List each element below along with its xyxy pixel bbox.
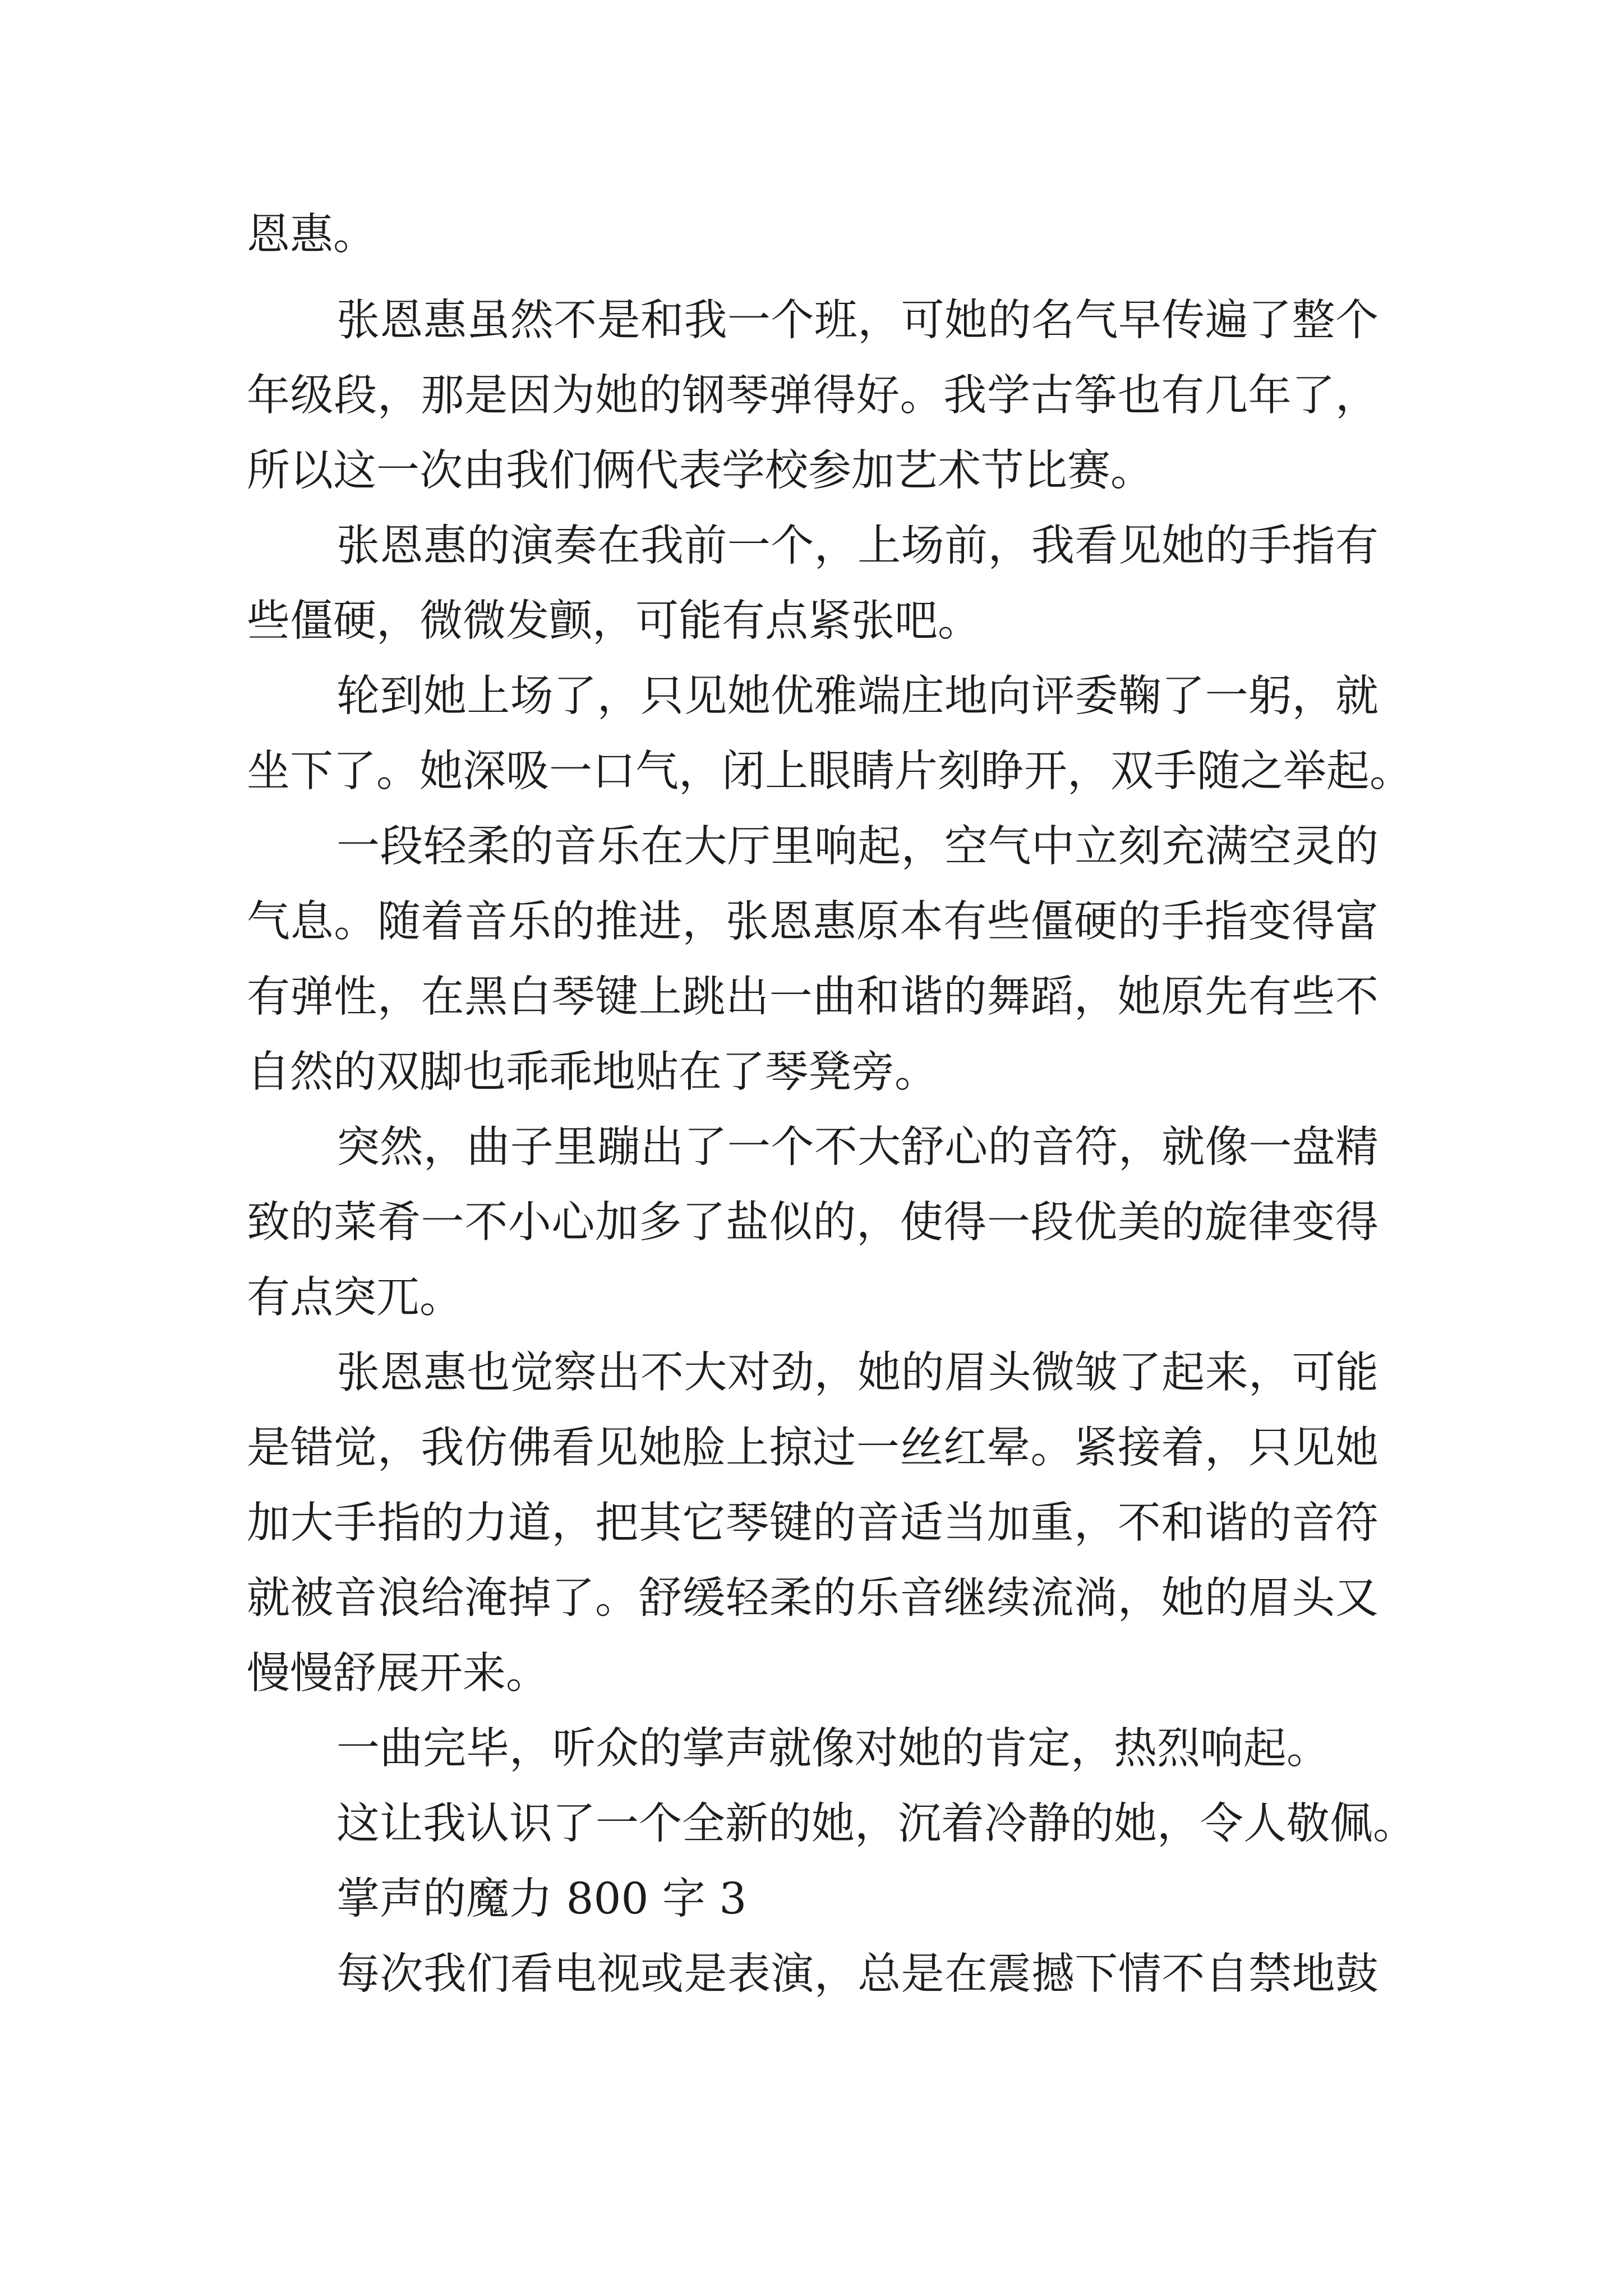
text-line: 有弹性，在黑白琴键上跳出一曲和谐的舞蹈，她原先有些不 [247, 972, 1378, 1022]
text-line: 一段轻柔的音乐在大厅里响起，空气中立刻充满空灵的 [336, 822, 1378, 872]
text-line: 轮到她上场了，只见她优雅端庄地向评委鞠了一躬，就 [336, 671, 1378, 721]
text-line: 这让我认识了一个全新的她，沉着冷静的她，令人敬佩。 [336, 1799, 1416, 1849]
text-line: 是错觉，我仿佛看见她脸上掠过一丝红晕。紧接着，只见她 [247, 1423, 1378, 1473]
text-line: 些僵硬，微微发颤，可能有点紧张吧。 [247, 596, 981, 646]
text-line: 年级段，那是因为她的钢琴弹得好。我学古筝也有几年了， [247, 371, 1378, 421]
text-line: 每次我们看电视或是表演，总是在震撼下情不自禁地鼓 [336, 1949, 1378, 1999]
text-line: 恩惠。 [247, 210, 376, 260]
text-line: 加大手指的力道，把其它琴键的音适当加重，不和谐的音符 [247, 1498, 1378, 1548]
text-line: 致的菜肴一不小心加多了盐似的，使得一段优美的旋律变得 [247, 1198, 1378, 1248]
text-line: 突然，曲子里蹦出了一个不大舒心的音符，就像一盘精 [336, 1122, 1378, 1172]
text-line: 有点突兀。 [247, 1273, 463, 1323]
text-line: 慢慢舒展开来。 [247, 1649, 549, 1699]
text-line: 就被音浪给淹掉了。舒缓轻柔的乐音继续流淌，她的眉头又 [247, 1573, 1378, 1623]
text-line: 坐下了。她深吸一口气，闭上眼睛片刻睁开，双手随之举起。 [247, 747, 1413, 797]
text-line: 张恩惠虽然不是和我一个班，可她的名气早传遍了整个 [336, 296, 1378, 346]
section-heading: 掌声的魔力 800 字 3 [336, 1874, 747, 1924]
text-line: 气息。随着音乐的推进，张恩惠原本有些僵硬的手指变得富 [247, 897, 1378, 947]
text-line: 所以这一次由我们俩代表学校参加艺术节比赛。 [247, 446, 1154, 496]
text-line: 自然的双脚也乖乖地贴在了琴凳旁。 [247, 1047, 938, 1097]
text-line: 张恩惠的演奏在我前一个，上场前，我看见她的手指有 [336, 521, 1378, 571]
text-line: 张恩惠也觉察出不大对劲，她的眉头微皱了起来，可能 [336, 1348, 1378, 1398]
text-line: 一曲完毕，听众的掌声就像对她的肯定，热烈响起。 [336, 1724, 1330, 1774]
